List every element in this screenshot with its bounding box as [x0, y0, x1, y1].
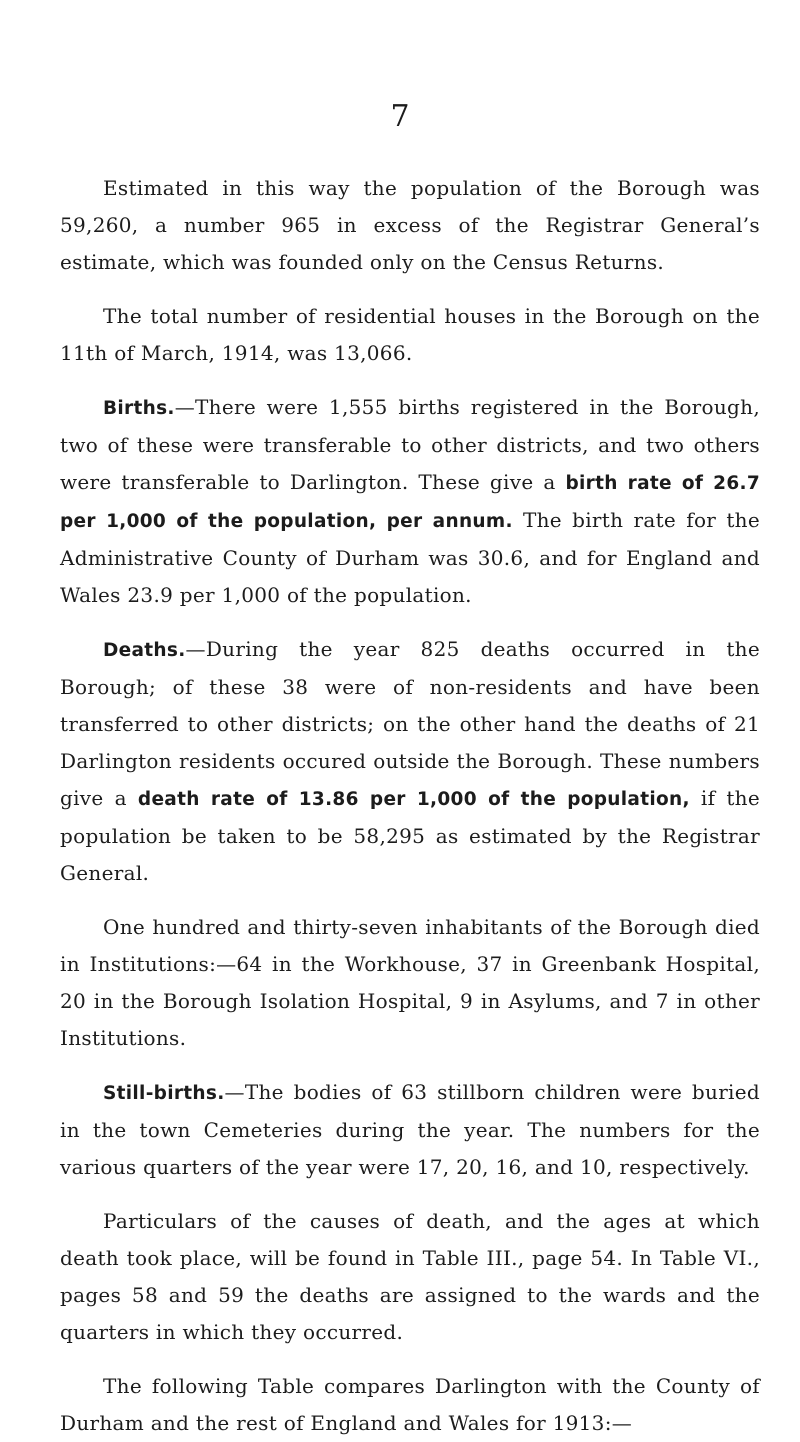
births-heading: Births.	[103, 398, 175, 419]
stillbirths-heading: Still-births.	[103, 1083, 225, 1104]
page-body	[60, 170, 760, 1442]
births-text-b: The birth rate for the Administrative County of Durham was 30.6, and for England and Wales 23.9 per 1,000 of the population.	[60, 508, 760, 607]
paragraph-following-table: The following Table compares Darlington with the County of Durham and the rest of England and Wales for 1913:—	[60, 1374, 760, 1435]
paragraph-institutions: One hundred and thirty-seven inhabitants of the Borough died in Institutions:—64 in the Workhouse, 37 in Greenbank Hospital, 20 in the Borough Isolation Hospital, 9 in Asylums, and 7 in other Institutions.	[60, 915, 760, 1050]
deaths-text-a: —During the year 825 deaths occurred in the Borough; of these 38 were of non-residents and have been transferred to other districts; on the other hand the deaths of 21 Darlington residents occured outside the Borough. These numbers give a	[60, 637, 760, 810]
paragraph-births	[60, 389, 760, 614]
stillbirths-text: —The bodies of 63 stillborn children were buried in the town Cemeteries during the year. The numbers for the various quarters of the year were 17, 20, 16, and 10, respectively.	[60, 1080, 760, 1179]
births-emphasis: birth rate of 26.7 per 1,000 of the population, per annum.	[60, 473, 760, 532]
page-number: 7	[390, 99, 410, 134]
paragraph-residential-houses: The total number of residential houses in the Borough on the 11th of March, 1914, was 13,066.	[60, 304, 760, 365]
births-text-a: —There were 1,555 births registered in the Borough, two of these were transferable to other districts, and two others were transferable to Darlington. These give a	[60, 395, 760, 494]
paragraph-deaths	[60, 631, 760, 892]
paragraph-particulars: Particulars of the causes of death, and the ages at which death took place, will be found in Table III., page 54. In Table VI., pages 58 and 59 the deaths are assigned to the wards and the quarters in which they occurred.	[60, 1209, 760, 1344]
paragraph-stillbirths	[60, 1074, 760, 1186]
deaths-emphasis: death rate of 13.86 per 1,000 of the population,	[137, 789, 690, 810]
deaths-text-b: if the population be taken to be 58,295 as estimated by the Registrar General.	[60, 786, 761, 885]
deaths-heading: Deaths.	[103, 640, 186, 661]
paragraph-population-estimate: Estimated in this way the population of the Borough was 59,260, a number 965 in excess of the Registrar General’s estimate, which was founded only on the Census Returns.	[60, 176, 760, 274]
